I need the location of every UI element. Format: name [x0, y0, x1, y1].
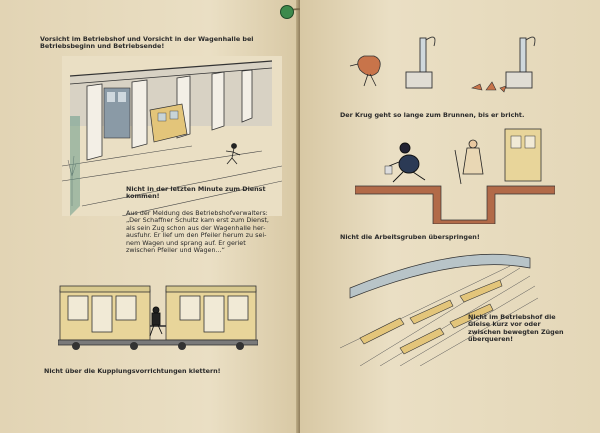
tram-coupling-illustration	[58, 282, 258, 354]
report-line: „Der Schaffner Schultz kam erst zum Dienst,	[126, 216, 269, 225]
binding-staple	[280, 5, 294, 19]
report-line: nem Wagen und sprang auf. Er geriet	[126, 238, 246, 247]
jug-and-well-illustration	[340, 30, 570, 100]
depot-tracks-illustration	[340, 248, 540, 366]
report-line: zwischen Pfeiler und Wagen...“	[126, 246, 225, 255]
last-minute-title: Nicht in der letzten Minute zum Dienst kommen!	[126, 185, 266, 201]
depot-warning-text: Vorsicht im Betriebshof und Vorsicht in der Wagenhalle bei Betriebsbeginn und Betriebsende!	[40, 35, 254, 51]
pit-caption: Nicht die Arbeitsgruben überspringen!	[340, 233, 480, 241]
pit-jump-illustration	[355, 124, 555, 224]
coupling-warning: Nicht über die Kupplungsvorrichtungen klettern!	[44, 367, 221, 375]
tracks-caption: Nicht im Betriebshof die Gleise kurz vor oder zwischen bewegten Zügen überqueren!	[468, 313, 564, 344]
report-line: als sein Zug schon aus der Wagenhalle her-	[126, 223, 266, 232]
report-line: Aus der Meldung des Betriebshofverwalters:	[126, 209, 268, 217]
report-line: ausfuhr. Er lief um den Pfeiler herum zu sei-	[126, 231, 267, 240]
report-block	[126, 210, 296, 254]
jug-caption: Der Krug geht so lange zum Brunnen, bis er bricht.	[340, 111, 525, 119]
right-page	[300, 0, 600, 433]
